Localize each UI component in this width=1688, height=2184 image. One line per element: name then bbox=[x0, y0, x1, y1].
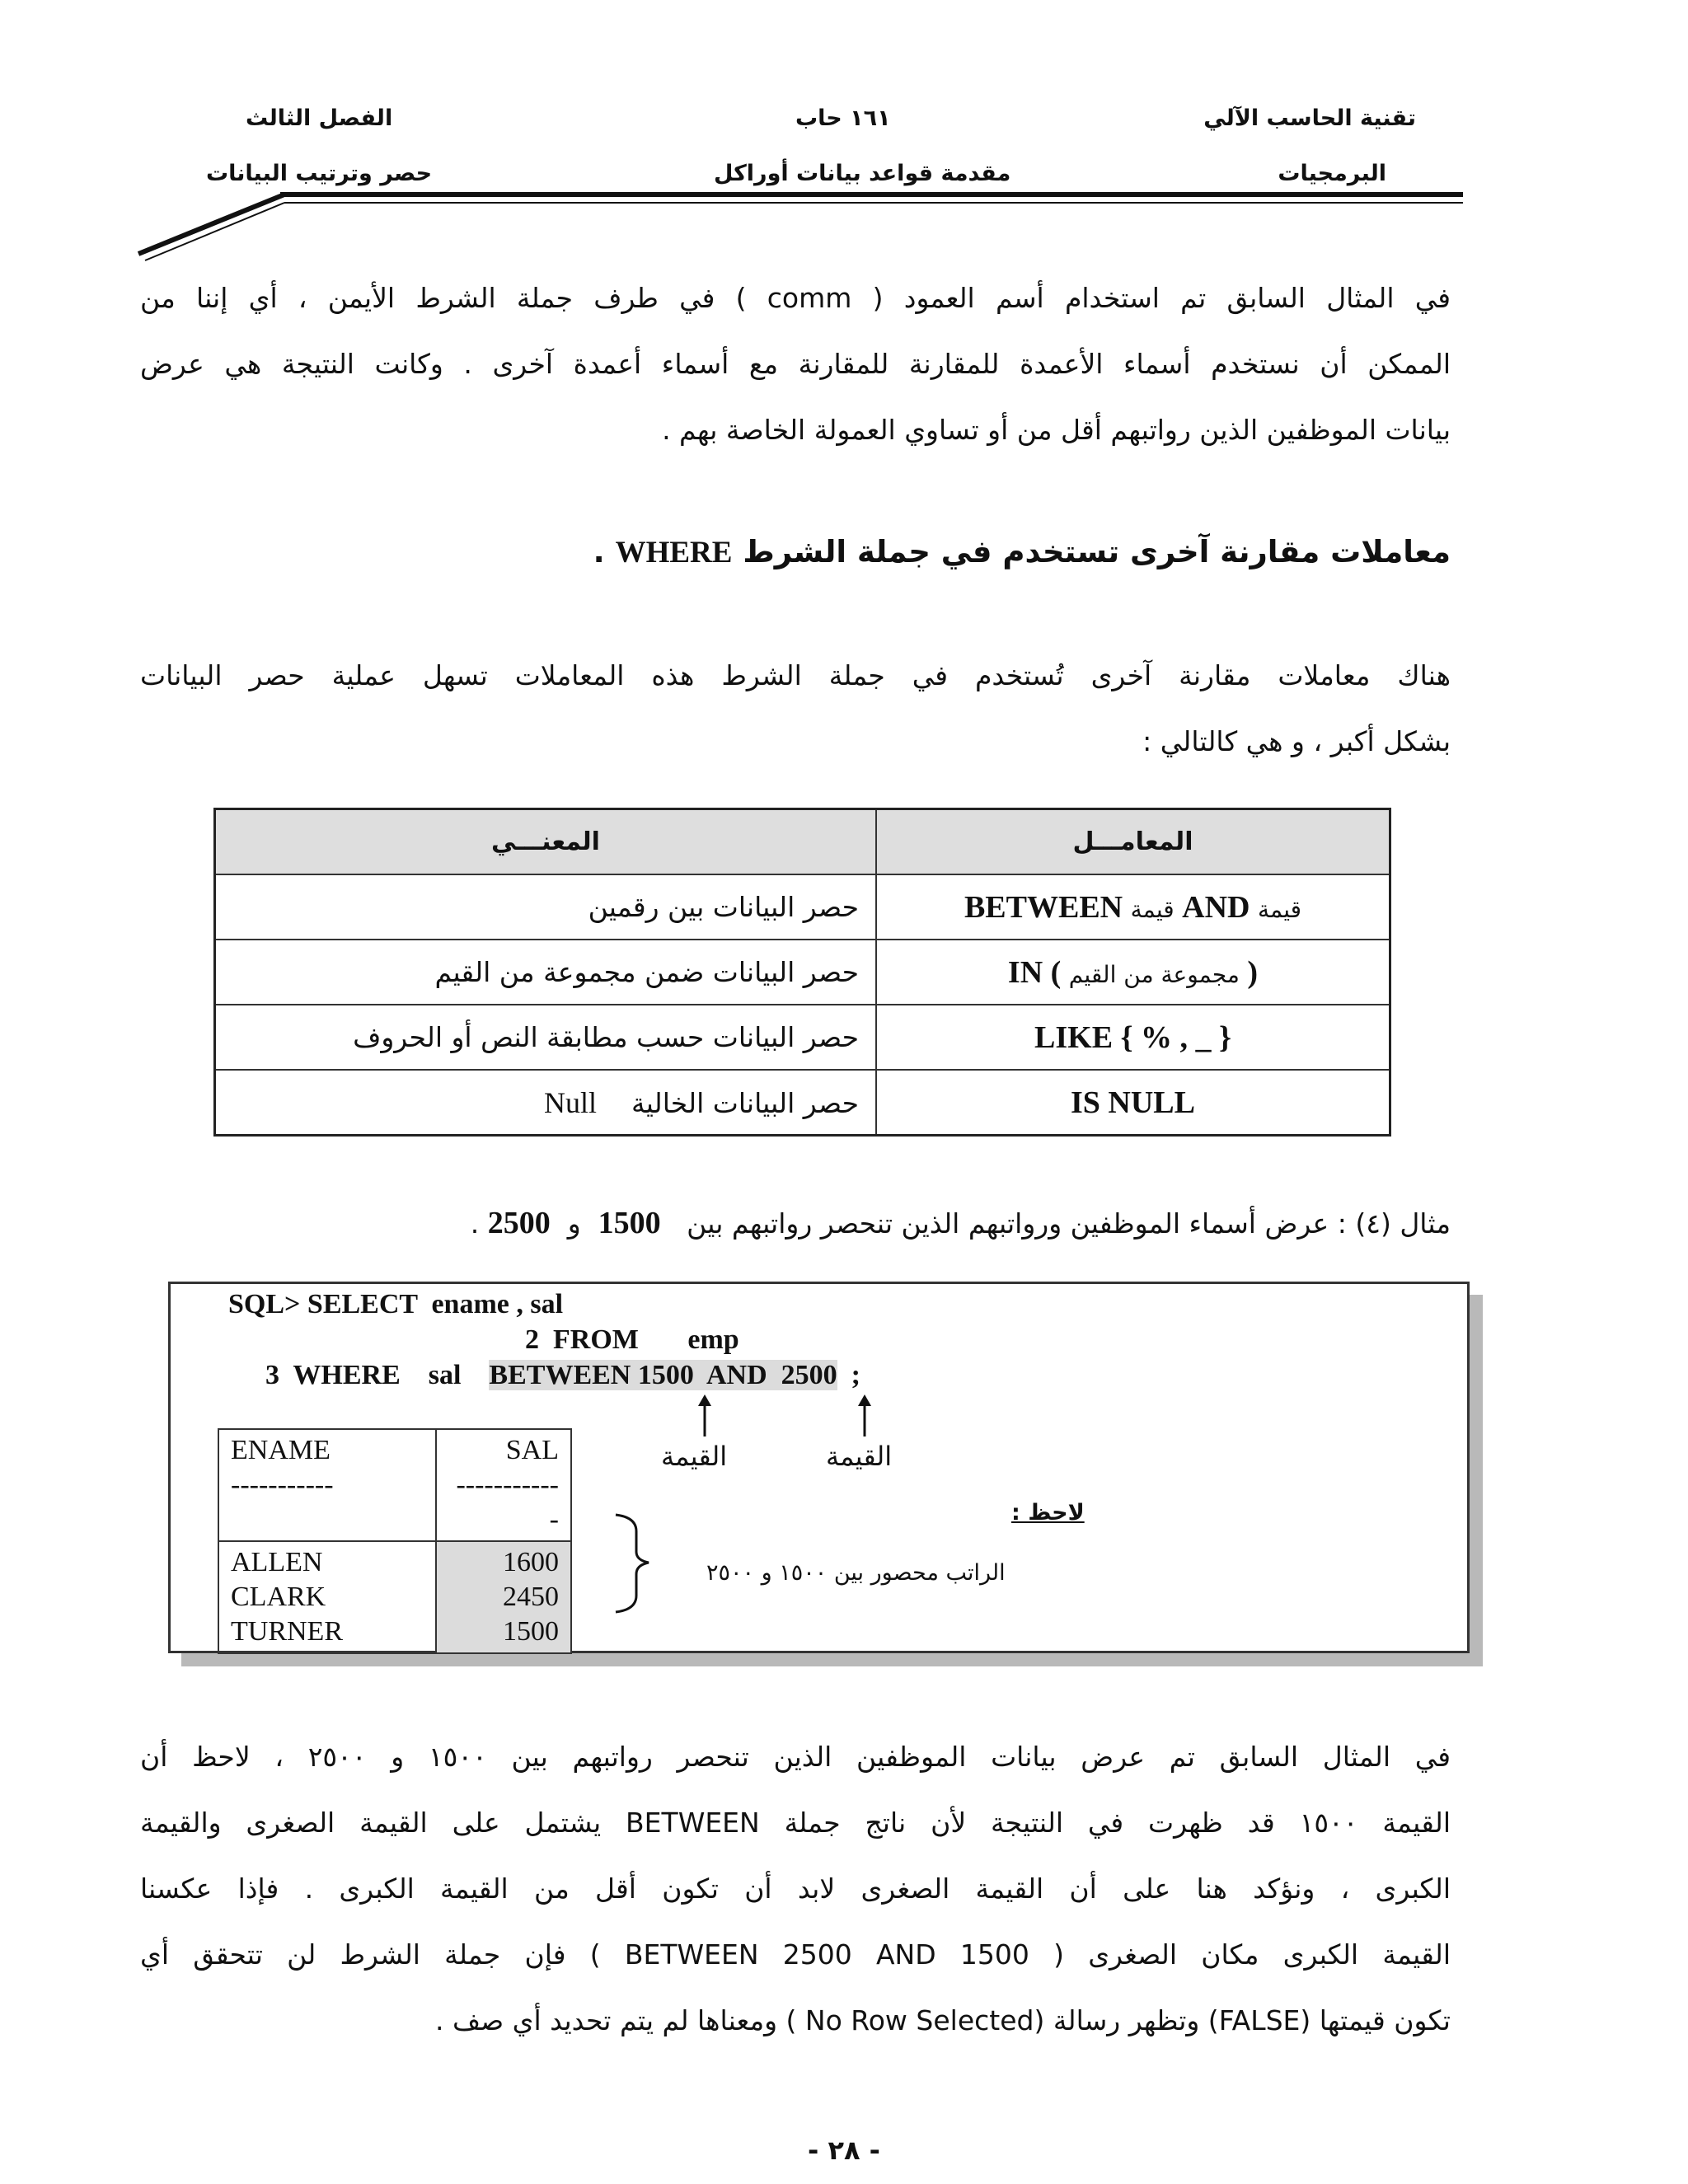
arrow-low-head bbox=[698, 1394, 711, 1406]
result-header-row: ENAME ----------- SAL ------------ bbox=[218, 1429, 571, 1541]
closing-line-4: القيمة الكبرى مكان الصغرى ( BETWEEN 2500 AND 1500 ) فإن جملة الشرط لن تتحقق أي bbox=[140, 1938, 1451, 1971]
header-rule bbox=[0, 0, 1688, 272]
note-title: لاحظ : bbox=[1011, 1500, 1085, 1526]
result-table bbox=[218, 1428, 572, 1654]
table-row bbox=[215, 1005, 1390, 1070]
closing-line-2: القيمة ١٥٠٠ قد ظهرت في النتيجة لأن ناتج جملة BETWEEN يشتمل على القيمة الصغرى والقيمة bbox=[140, 1807, 1451, 1839]
section-heading: معاملات مقارنة آخرى تستخدم في جملة الشرط WHERE . bbox=[593, 534, 1451, 569]
sql-line-1: SQL> SELECT ename , sal bbox=[228, 1289, 564, 1319]
brace bbox=[616, 1515, 649, 1612]
closing-paragraph bbox=[140, 1724, 1451, 2054]
table-row: TURNER bbox=[231, 1616, 343, 1647]
operator-cell: BETWEEN قيمة AND قيمة bbox=[876, 874, 1390, 940]
table-row bbox=[215, 940, 1390, 1005]
section-heading-text: معاملات مقارنة آخرى تستخدم في جملة الشرط bbox=[743, 534, 1451, 569]
meaning-cell: حصر البيانات ضمن مجموعة من القيم bbox=[215, 940, 877, 1005]
arrow-label-high: القيمة bbox=[826, 1441, 893, 1472]
intro-paragraph bbox=[140, 265, 1451, 463]
header-department: تقنية الحاسب الآلي bbox=[1203, 105, 1416, 131]
table-row: CLARK bbox=[231, 1582, 326, 1612]
col-ename: ENAME bbox=[231, 1435, 331, 1465]
table-row: ALLEN bbox=[231, 1547, 323, 1577]
meaning-cell: حصر البيانات حسب مطابقة النص أو الحروف bbox=[215, 1005, 877, 1070]
intro-line-3: بيانات الموظفين الذين رواتبهم أقل من أو تساوي العمولة الخاصة بهم . bbox=[662, 414, 1451, 446]
note-text: الراتب محصور بين ١٥٠٠ و ٢٥٠٠ bbox=[706, 1560, 1006, 1586]
page-number: - ٢٨ - bbox=[808, 2135, 880, 2166]
operators-table-header bbox=[215, 809, 1390, 875]
table-row bbox=[215, 874, 1390, 940]
result-body-row: ALLEN CLARK TURNER 1600 2450 1500 bbox=[218, 1541, 571, 1653]
sql-line-2: 2 FROM emp bbox=[525, 1324, 739, 1355]
arrow-high-head bbox=[858, 1394, 871, 1406]
header-course-name: مقدمة قواعد بيانات أوراكل bbox=[714, 161, 1011, 186]
closing-line-5: تكون قيمتها (FALSE) وتظهر رسالة (No Row Selected ) ومعناها لم يتم تحديد أي صف . bbox=[435, 2004, 1451, 2036]
header-meaning: المعنـــي bbox=[215, 809, 877, 875]
col-sal: SAL bbox=[505, 1435, 559, 1465]
between-highlight: BETWEEN 1500 AND 2500 bbox=[489, 1360, 837, 1390]
example-title: مثال (٤) : عرض أسماء الموظفين ورواتبهم الذين تنحصر رواتبهم بين 1500 و 2500 . bbox=[470, 1206, 1451, 1240]
sql-example-box bbox=[168, 1282, 1470, 1653]
section-line-1: هناك معاملات مقارنة آخرى تُستخدم في جملة الشرط هذه المعاملات تسهل عملية حصر البيانات bbox=[140, 659, 1451, 691]
operator-cell: IS NULL bbox=[876, 1070, 1390, 1136]
table-row bbox=[215, 1070, 1390, 1136]
sql-line-3: 3 WHERE sal BETWEEN 1500 AND 2500 ; bbox=[265, 1360, 860, 1390]
section-paragraph bbox=[140, 643, 1451, 775]
section-heading-keyword: WHERE bbox=[615, 536, 733, 569]
closing-line-3: الكبرى ، ونؤكد هنا على أن القيمة الصغرى لابد أن تكون أقل من القيمة الكبرى . فإذا عكسنا bbox=[140, 1872, 1451, 1905]
operators-table bbox=[213, 808, 1391, 1137]
header-operator: المعامـــل bbox=[876, 809, 1390, 875]
meaning-cell: حصر البيانات الخالية Null bbox=[215, 1070, 877, 1136]
header-course-code: ١٦١ حاب bbox=[795, 105, 891, 131]
meaning-cell: حصر البيانات بين رقمين bbox=[215, 874, 877, 940]
operator-cell: LIKE { % , _ } bbox=[876, 1005, 1390, 1070]
header-chapter: الفصل الثالث bbox=[246, 105, 393, 131]
closing-line-1: في المثال السابق تم عرض بيانات الموظفين الذين تنحصر رواتبهم بين ١٥٠٠ و ٢٥٠٠ ، لاحظ أن bbox=[140, 1741, 1451, 1773]
operator-cell: IN ( مجموعة من القيم ) bbox=[876, 940, 1390, 1005]
intro-line-2: الممكن أن نستخدم أسماء الأعمدة للمقارنة للمقارنة مع أسماء أعمدة آخرى . وكانت النتيجة هي عرض bbox=[140, 348, 1451, 380]
header-specialty: البرمجيات bbox=[1278, 161, 1386, 186]
header-chapter-title: حصر وترتيب البيانات bbox=[206, 161, 433, 186]
arrow-label-low: القيمة bbox=[661, 1441, 728, 1472]
intro-line-1: في المثال السابق تم استخدام أسم العمود ( comm ) في طرف جملة الشرط الأيمن ، أي إننا من bbox=[140, 282, 1451, 314]
section-line-2: بشكل أكبر ، و هي كالتالي : bbox=[1142, 725, 1451, 757]
